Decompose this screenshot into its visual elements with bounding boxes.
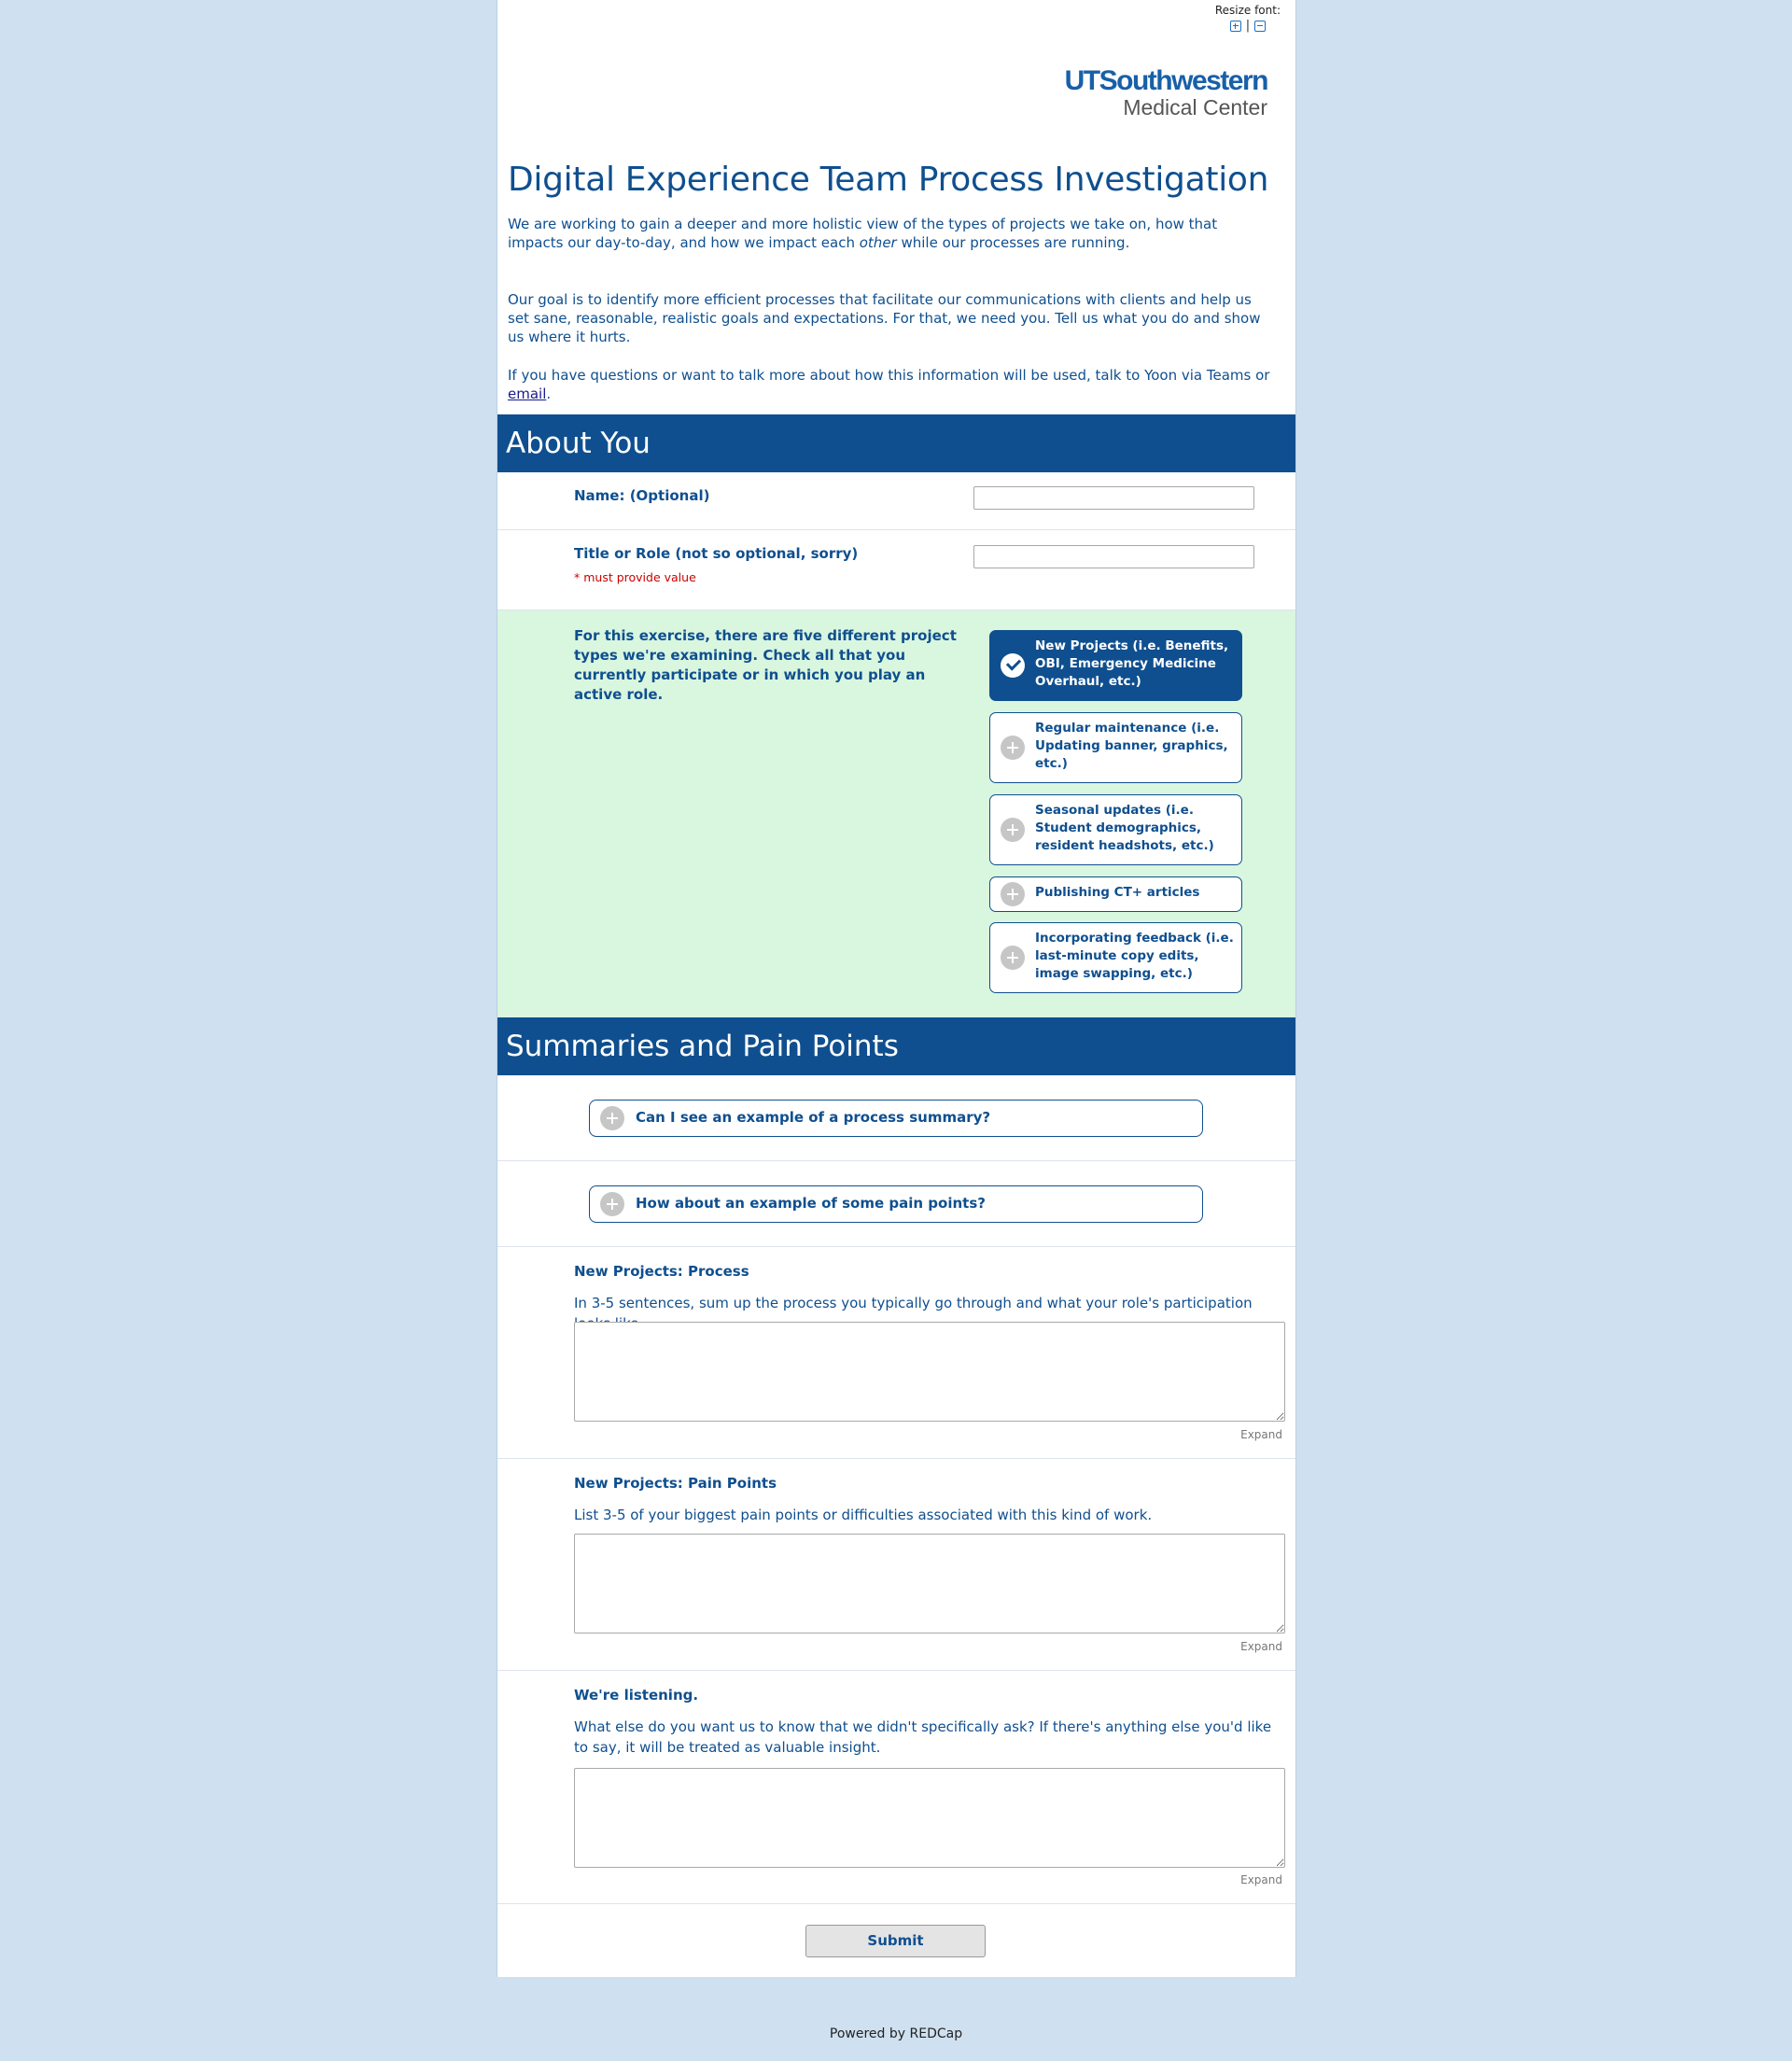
pain-points-textarea[interactable] <box>574 1534 1285 1633</box>
submit-button[interactable]: Submit <box>805 1925 986 1957</box>
utsw-logo <box>1065 67 1267 119</box>
plus-icon <box>600 1192 624 1216</box>
intro-p3-b: . <box>546 386 552 402</box>
project-types-question: For this exercise, there are five different project types we're examining. Check all that you currently participate or in which you play an active role. <box>574 627 957 703</box>
accordion-pain-points-example[interactable] <box>589 1185 1203 1223</box>
title-role-row <box>497 530 1295 610</box>
process-question-description: In 3-5 sentences, sum up the process you typically go through and what your role's participation <box>574 1295 1253 1311</box>
name-row <box>497 472 1295 530</box>
title-role-input[interactable] <box>973 545 1254 568</box>
option-label: Publishing CT+ articles <box>1035 885 1200 900</box>
intro-paragraph-2: Our goal is to identify more efficient processes that facilitate our communications with clients and help us set sane, reasonable, realistic goals and expectations. For that, we need you. Tell us what you do and show us where it hurts. <box>508 291 1261 345</box>
name-input[interactable] <box>973 486 1254 510</box>
email-link[interactable]: email <box>508 386 547 402</box>
intro-p1-b: while our processes are running. <box>896 234 1130 251</box>
intro-p1-a: We are working to gain a deeper and more holistic view of the types of projects we take on, how that impacts our day-to-day, and how we impact each <box>508 216 1218 251</box>
resize-font-control <box>1215 4 1281 33</box>
plus-icon <box>1001 946 1025 970</box>
plus-icon <box>600 1106 624 1130</box>
listening-textarea[interactable] <box>574 1768 1285 1868</box>
powered-by-redcap: Powered by REDCap <box>829 2026 963 2041</box>
accordion-label: Can I see an example of a process summary? <box>636 1109 991 1126</box>
listening-question-description: What else do you want us to know that we didn't specifically ask? If there's anything else you'd like to say, it will be treated as valuable insight. <box>574 1718 1272 1756</box>
resize-separator: | <box>1245 19 1251 33</box>
pain-points-question-row <box>497 1459 1295 1671</box>
name-label: Name: (Optional) <box>574 487 710 504</box>
option-label: Incorporating feedback (i.e. last-minute copy edits, image swapping, etc.) <box>1035 931 1234 981</box>
section-header-summaries: Summaries and Pain Points <box>497 1017 1295 1075</box>
option-seasonal-updates[interactable] <box>989 794 1242 865</box>
font-decrease-icon[interactable] <box>1254 21 1266 32</box>
intro-paragraph-1 <box>508 215 1273 252</box>
option-new-projects[interactable] <box>989 630 1242 701</box>
option-incorporating-feedback[interactable] <box>989 922 1242 993</box>
pain-points-question-description: List 3-5 of your biggest pain points or difficulties associated with this kind of work. <box>574 1507 1153 1523</box>
option-publishing-ct-articles[interactable] <box>989 876 1242 912</box>
intro-paragraph-3 <box>508 366 1273 403</box>
option-regular-maintenance[interactable] <box>989 712 1242 783</box>
process-textarea[interactable] <box>574 1322 1285 1422</box>
process-question-label: New Projects: Process <box>574 1263 749 1280</box>
accordion-process-summary-example[interactable] <box>589 1100 1203 1137</box>
resize-font-label: Resize font: <box>1214 4 1281 17</box>
option-label: Regular maintenance (i.e. Updating banner, graphics, etc.) <box>1035 721 1228 771</box>
accordion-row-2 <box>497 1161 1295 1247</box>
project-types-row <box>497 610 1295 1017</box>
accordion-row-1 <box>497 1075 1295 1161</box>
logo-line1: UTSouthwestern <box>1064 65 1267 96</box>
required-note: * must provide value <box>574 570 696 584</box>
section-header-about-you: About You <box>497 414 1295 472</box>
expand-link[interactable]: Expand <box>1240 1640 1282 1653</box>
expand-link[interactable]: Expand <box>1240 1428 1282 1441</box>
plus-icon <box>1001 818 1025 842</box>
intro-p1-emphasis: other <box>859 234 897 251</box>
process-question-row <box>497 1247 1295 1459</box>
logo-line2: Medical Center <box>1123 95 1267 119</box>
plus-icon <box>1001 882 1025 906</box>
intro-p3-a: If you have questions or want to talk more about how this information will be used, talk to Yoon via Teams or <box>508 367 1270 384</box>
survey-page <box>497 0 1296 1977</box>
accordion-label: How about an example of some pain points? <box>636 1195 986 1212</box>
survey-title: Digital Experience Team Process Investigation <box>508 161 1269 199</box>
listening-question-row <box>497 1671 1295 1904</box>
option-label: New Projects (i.e. Benefits, OBI, Emergency Medicine Overhaul, etc.) <box>1035 638 1229 689</box>
plus-icon <box>1001 736 1025 760</box>
check-icon <box>1001 653 1025 678</box>
font-increase-icon[interactable] <box>1230 21 1241 32</box>
expand-link[interactable]: Expand <box>1240 1873 1282 1886</box>
pain-points-question-label: New Projects: Pain Points <box>574 1475 777 1492</box>
title-role-label: Title or Role (not so optional, sorry) <box>574 545 859 562</box>
listening-question-label: We're listening. <box>574 1687 699 1703</box>
option-label: Seasonal updates (i.e. Student demographics, resident headshots, etc.) <box>1035 803 1214 853</box>
